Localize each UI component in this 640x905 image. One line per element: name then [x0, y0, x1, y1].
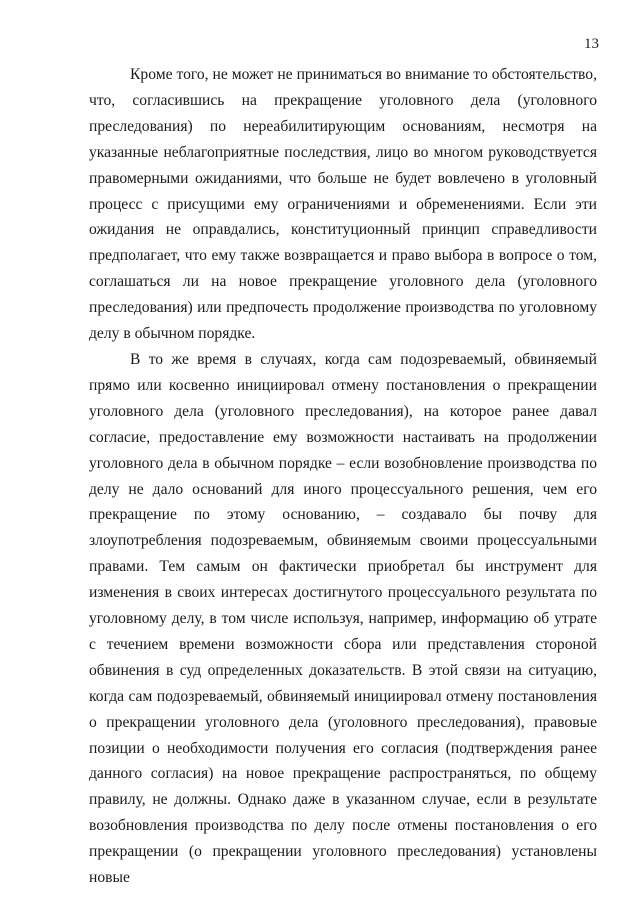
paragraph-1: Кроме того, не может не приниматься во внимание то обстоятельство, что, согласившись на прекращение уголовного дела (уголовного преследования) по нереабилитирующим основаниям, несмотря на указанные неблагоприятные последствия, лицо во многом руководствуется правомерными ожиданиями, что больше не будет вовлечено в уголовный процесс с присущими ему ограничениями и обременениями. Если эти ожидания не оправдались, конституционный принцип справедливости предполагает, что ему также возвращается и право выбора в вопросе о том, соглашаться ли на новое прекращение уголовного дела (уголовного преследования) или предпочесть продолжение производства по уголовному делу в обычном порядке. — [89, 66, 597, 343]
page-number: 13 — [584, 36, 599, 52]
paragraph-2: В то же время в случаях, когда сам подозреваемый, обвиняемый прямо или косвенно инициировал отмену постановления о прекращении уголовного дела (уголовного преследования), на которое ранее давал согласие, предоставление ему возможности настаивать на продолжении уголовного дела в обычном порядке – если возобновление производства по делу не дало оснований для иного процессуального решения, чем его прекращение по этому основанию, – создавало бы почву для злоупотребления подозреваемым, обвиняемым своими процессуальными правами. Тем самым он фактически приобретал бы инструмент для изменения в своих интересах достигнутого процессуального результата по уголовному делу, в том числе используя, например, информацию об утрате с течением времени возможности сбора или представления стороной обвинения в суд определенных доказательств. В этой связи на ситуацию, когда сам подозреваемый, обвиняемый инициировал отмену постановления о прекращении уголовного дела (уголовного преследования), правовые позиции о необходимости получения его согласия (подтверждения ранее данного согласия) на новое прекращение распространяться, по общему правилу, не должны. Однако даже в указанном случае, если в результате возобновления производства по делу после отмены постановления о его прекращении (о прекращении уголовного преследования) установлены новые — [89, 350, 597, 887]
document-body — [89, 62, 597, 891]
